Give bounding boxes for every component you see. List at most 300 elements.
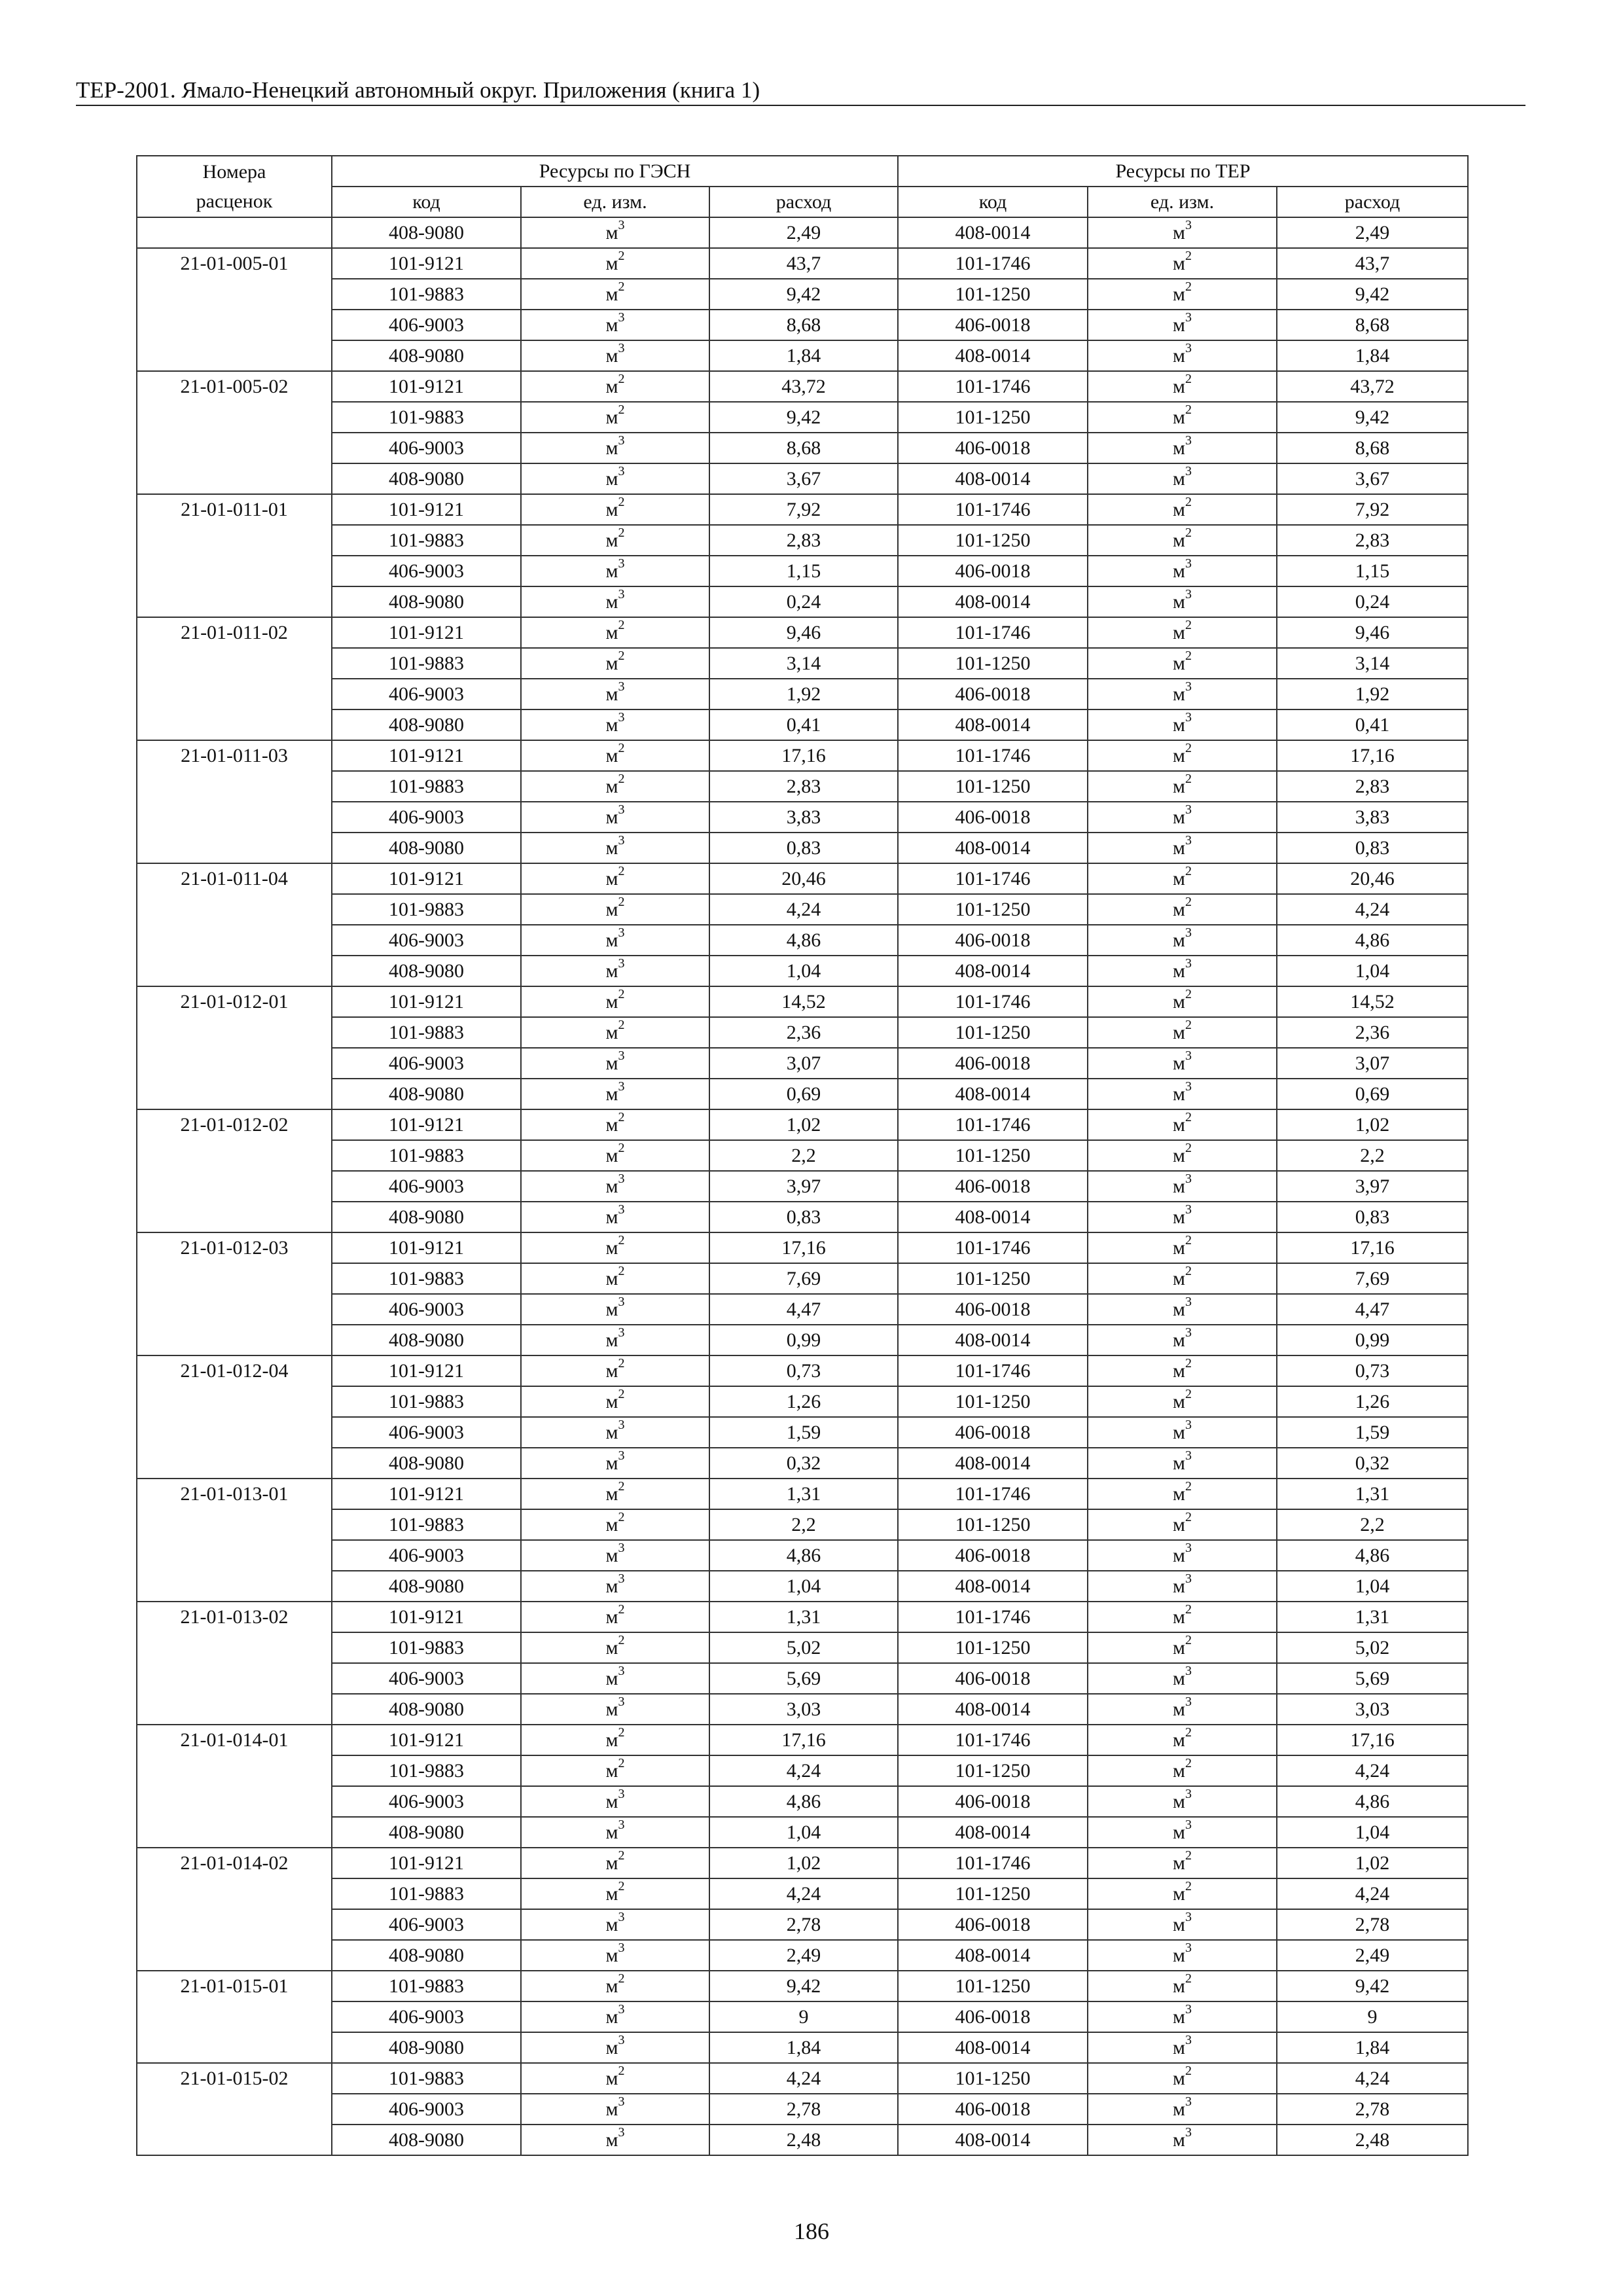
gesn-unit-cell	[521, 709, 709, 740]
ter-code-cell: 101-1250	[898, 771, 1088, 802]
ter-unit-cell	[1088, 1571, 1277, 1602]
unit-exponent: 2	[618, 1602, 625, 1617]
gesn-consumption-cell: 3,14	[709, 648, 898, 679]
gesn-code-cell: 101-9883	[332, 525, 521, 556]
ter-consumption-cell: 4,24	[1277, 1755, 1468, 1786]
gesn-unit-cell	[521, 1571, 709, 1602]
gesn-unit-cell	[521, 1325, 709, 1355]
ter-consumption-cell: 0,73	[1277, 1355, 1468, 1386]
table-row	[137, 1109, 1468, 1140]
unit-exponent: 2	[1185, 1755, 1192, 1770]
ter-code-cell: 101-1746	[898, 371, 1088, 402]
unit-base: м	[1173, 406, 1185, 428]
unit-base: м	[1173, 960, 1185, 982]
gesn-consumption-cell: 4,86	[709, 925, 898, 956]
ter-unit-cell	[1088, 371, 1277, 402]
ter-consumption-cell: 5,69	[1277, 1663, 1468, 1694]
unit-base: м	[605, 1636, 618, 1659]
unit-base: м	[1173, 990, 1185, 1013]
unit-exponent: 3	[618, 1448, 625, 1463]
unit-base: м	[605, 1944, 618, 1966]
unit-base: м	[605, 990, 618, 1013]
unit-exponent: 2	[1185, 1017, 1192, 1032]
ter-code-cell: 406-0018	[898, 1048, 1088, 1079]
table-row	[137, 1909, 1468, 1940]
gesn-consumption-cell: 1,59	[709, 1417, 898, 1448]
unit-exponent: 2	[618, 494, 625, 509]
ter-consumption-cell: 1,31	[1277, 1479, 1468, 1509]
ter-consumption-cell: 4,24	[1277, 1878, 1468, 1909]
gesn-code-cell: 406-9003	[332, 2094, 521, 2125]
gesn-code-cell: 101-9121	[332, 1232, 521, 1263]
ter-code-cell: 406-0018	[898, 2094, 1088, 2125]
ter-consumption-cell: 4,24	[1277, 894, 1468, 925]
ter-code-cell: 408-0014	[898, 1940, 1088, 1971]
ter-unit-cell	[1088, 2063, 1277, 2094]
table-row	[137, 863, 1468, 894]
unit-base: м	[605, 560, 618, 582]
gesn-consumption-cell: 8,68	[709, 433, 898, 463]
unit-exponent: 3	[618, 2032, 625, 2047]
unit-base: м	[1173, 2036, 1185, 2058]
unit-base: м	[1173, 1698, 1185, 1720]
unit-base: м	[1173, 1359, 1185, 1382]
unit-base: м	[1173, 2067, 1185, 2089]
ter-code-cell: 101-1746	[898, 1602, 1088, 1632]
unit-base: м	[1173, 683, 1185, 705]
unit-base: м	[605, 2005, 618, 2028]
unit-exponent: 2	[1185, 617, 1192, 632]
unit-exponent: 3	[618, 310, 625, 325]
table-row	[137, 986, 1468, 1017]
unit-base: м	[605, 683, 618, 705]
unit-base: м	[1173, 1206, 1185, 1228]
ter-unit-cell	[1088, 1202, 1277, 1232]
gesn-consumption-cell: 1,15	[709, 556, 898, 586]
rate-number-cell: 21-01-011-03	[137, 740, 332, 863]
unit-base: м	[1173, 1636, 1185, 1659]
gesn-unit-cell	[521, 1755, 709, 1786]
gesn-unit-cell	[521, 1140, 709, 1171]
gesn-consumption-cell: 43,72	[709, 371, 898, 402]
unit-exponent: 2	[1185, 648, 1192, 663]
table-row	[137, 925, 1468, 956]
gesn-unit-cell	[521, 1017, 709, 1048]
table-row	[137, 833, 1468, 863]
unit-base: м	[1173, 1083, 1185, 1105]
table-row	[137, 1048, 1468, 1079]
gesn-unit-cell	[521, 679, 709, 709]
unit-exponent: 2	[1185, 986, 1192, 1001]
gesn-unit-cell	[521, 525, 709, 556]
gesn-consumption-cell: 1,84	[709, 340, 898, 371]
ter-code-cell: 101-1250	[898, 1386, 1088, 1417]
ter-consumption-cell: 9,46	[1277, 617, 1468, 648]
unit-base: м	[605, 1421, 618, 1443]
table-body	[137, 217, 1468, 2155]
unit-base: м	[1173, 1452, 1185, 1474]
unit-base: м	[1173, 560, 1185, 582]
ter-code-cell: 101-1746	[898, 617, 1088, 648]
gesn-consumption-cell: 1,26	[709, 1386, 898, 1417]
rate-number-cell: 21-01-014-01	[137, 1725, 332, 1848]
gesn-code-cell: 101-9883	[332, 894, 521, 925]
ter-unit-cell	[1088, 1448, 1277, 1479]
gesn-consumption-cell: 9	[709, 2001, 898, 2032]
unit-base: м	[1173, 1729, 1185, 1751]
gesn-code-cell: 408-9080	[332, 340, 521, 371]
gesn-code-cell: 408-9080	[332, 1940, 521, 1971]
gesn-code-cell: 101-9883	[332, 1263, 521, 1294]
unit-base: м	[605, 1329, 618, 1351]
gesn-consumption-cell: 3,07	[709, 1048, 898, 1079]
gesn-code-cell: 406-9003	[332, 2001, 521, 2032]
gesn-consumption-cell: 3,67	[709, 463, 898, 494]
ter-consumption-cell: 7,92	[1277, 494, 1468, 525]
gesn-consumption-cell: 2,83	[709, 525, 898, 556]
unit-base: м	[1173, 375, 1185, 397]
table-row	[137, 1786, 1468, 1817]
ter-unit-cell	[1088, 2125, 1277, 2155]
ter-consumption-cell: 2,83	[1277, 771, 1468, 802]
gesn-code-cell: 406-9003	[332, 1786, 521, 1817]
gesn-unit-cell	[521, 1694, 709, 1725]
gesn-code-cell: 408-9080	[332, 2032, 521, 2063]
unit-exponent: 3	[1185, 1663, 1192, 1678]
unit-base: м	[1173, 498, 1185, 520]
table-row	[137, 648, 1468, 679]
ter-code-cell: 101-1250	[898, 894, 1088, 925]
ter-unit-cell	[1088, 1909, 1277, 1940]
gesn-unit-cell	[521, 310, 709, 340]
table-row	[137, 2094, 1468, 2125]
ter-unit-cell	[1088, 709, 1277, 740]
ter-code-cell: 101-1746	[898, 740, 1088, 771]
unit-base: м	[1173, 1790, 1185, 1812]
ter-code-cell: 408-0014	[898, 1817, 1088, 1848]
ter-consumption-cell: 17,16	[1277, 1725, 1468, 1755]
gesn-consumption-cell: 1,84	[709, 2032, 898, 2063]
table-row	[137, 1540, 1468, 1571]
ter-consumption-cell: 2,49	[1277, 1940, 1468, 1971]
gesn-consumption-cell: 3,03	[709, 1694, 898, 1725]
gesn-unit-cell	[521, 1386, 709, 1417]
unit-exponent: 2	[1185, 1878, 1192, 1893]
ter-code-cell: 406-0018	[898, 925, 1088, 956]
unit-base: м	[1173, 1759, 1185, 1782]
ter-consumption-cell: 1,84	[1277, 340, 1468, 371]
table-row	[137, 402, 1468, 433]
table-row	[137, 1171, 1468, 1202]
unit-exponent: 3	[1185, 956, 1192, 971]
table-row	[137, 802, 1468, 833]
unit-base: м	[1173, 1021, 1185, 1043]
gesn-code-cell: 101-9883	[332, 1140, 521, 1171]
unit-base: м	[605, 283, 618, 305]
unit-base: м	[605, 621, 618, 643]
gesn-code-cell: 101-9883	[332, 402, 521, 433]
unit-exponent: 2	[618, 1725, 625, 1740]
ter-consumption-cell: 0,99	[1277, 1325, 1468, 1355]
table-row	[137, 1232, 1468, 1263]
rate-number-cell: 21-01-011-04	[137, 863, 332, 986]
gesn-code-cell: 408-9080	[332, 1571, 521, 1602]
ter-consumption-cell: 3,03	[1277, 1694, 1468, 1725]
unit-exponent: 3	[1185, 709, 1192, 725]
header-rule	[76, 105, 1525, 106]
ter-code-cell: 101-1746	[898, 986, 1088, 1017]
unit-base: м	[605, 1975, 618, 1997]
ter-unit-cell	[1088, 1940, 1277, 1971]
unit-base: м	[605, 1821, 618, 1843]
gesn-unit-cell	[521, 556, 709, 586]
unit-base: м	[605, 1236, 618, 1259]
ter-unit-cell	[1088, 1017, 1277, 1048]
unit-exponent: 3	[618, 1171, 625, 1186]
unit-base: м	[1173, 1421, 1185, 1443]
unit-exponent: 2	[1185, 371, 1192, 386]
gesn-code-cell: 101-9883	[332, 1971, 521, 2001]
unit-base: м	[1173, 1575, 1185, 1597]
unit-exponent: 3	[1185, 1694, 1192, 1709]
gesn-unit-cell	[521, 740, 709, 771]
unit-base: м	[1173, 1175, 1185, 1197]
gesn-consumption-cell: 1,02	[709, 1848, 898, 1878]
unit-exponent: 3	[1185, 802, 1192, 817]
ter-unit-cell	[1088, 1386, 1277, 1417]
gesn-unit-cell	[521, 1448, 709, 1479]
unit-exponent: 2	[1185, 740, 1192, 755]
unit-base: м	[605, 1390, 618, 1412]
gesn-unit-cell	[521, 1786, 709, 1817]
unit-base: м	[1173, 1852, 1185, 1874]
unit-exponent: 2	[618, 986, 625, 1001]
ter-consumption-cell: 8,68	[1277, 433, 1468, 463]
unit-exponent: 2	[618, 894, 625, 909]
table-row	[137, 1848, 1468, 1878]
gesn-code-cell: 406-9003	[332, 1663, 521, 1694]
ter-unit-cell	[1088, 1663, 1277, 1694]
unit-base: м	[605, 929, 618, 951]
ter-consumption-cell: 1,02	[1277, 1848, 1468, 1878]
table-row	[137, 1417, 1468, 1448]
table-row	[137, 740, 1468, 771]
gesn-code-cell: 101-9121	[332, 986, 521, 1017]
table-row	[137, 771, 1468, 802]
unit-exponent: 2	[618, 1878, 625, 1893]
ter-consumption-cell: 7,69	[1277, 1263, 1468, 1294]
unit-exponent: 3	[618, 1786, 625, 1801]
unit-base: м	[605, 375, 618, 397]
gesn-code-cell: 408-9080	[332, 1817, 521, 1848]
unit-base: м	[1173, 1913, 1185, 1935]
unit-base: м	[605, 1544, 618, 1566]
ter-code-cell: 101-1746	[898, 1848, 1088, 1878]
ter-code-cell: 408-0014	[898, 463, 1088, 494]
ter-consumption-cell: 0,83	[1277, 1202, 1468, 1232]
gesn-unit-cell	[521, 1048, 709, 1079]
ter-consumption-cell: 1,04	[1277, 1571, 1468, 1602]
unit-exponent: 3	[1185, 2125, 1192, 2140]
header-gesn-unit: ед. изм.	[521, 187, 709, 217]
unit-exponent: 2	[1185, 402, 1192, 417]
unit-exponent: 3	[1185, 1909, 1192, 1924]
unit-exponent: 3	[618, 2001, 625, 2017]
unit-exponent: 3	[618, 1909, 625, 1924]
gesn-consumption-cell: 14,52	[709, 986, 898, 1017]
unit-exponent: 3	[618, 2125, 625, 2140]
header-gesn-consumption: расход	[709, 187, 898, 217]
gesn-code-cell: 101-9121	[332, 248, 521, 279]
ter-consumption-cell: 4,86	[1277, 925, 1468, 956]
table-row	[137, 1017, 1468, 1048]
gesn-unit-cell	[521, 863, 709, 894]
unit-base: м	[1173, 467, 1185, 490]
ter-code-cell: 406-0018	[898, 1909, 1088, 1940]
unit-base: м	[605, 1267, 618, 1289]
unit-exponent: 3	[618, 802, 625, 817]
ter-consumption-cell: 1,84	[1277, 2032, 1468, 2063]
unit-exponent: 2	[1185, 1848, 1192, 1863]
gesn-unit-cell	[521, 1509, 709, 1540]
unit-exponent: 3	[1185, 556, 1192, 571]
ter-code-cell: 101-1250	[898, 402, 1088, 433]
header-ter: Ресурсы по ТЕР	[898, 156, 1468, 187]
gesn-code-cell: 101-9883	[332, 279, 521, 310]
gesn-consumption-cell: 5,02	[709, 1632, 898, 1663]
ter-unit-cell	[1088, 1294, 1277, 1325]
gesn-consumption-cell: 0,32	[709, 1448, 898, 1479]
ter-unit-cell	[1088, 1355, 1277, 1386]
table-row	[137, 1725, 1468, 1755]
unit-exponent: 3	[618, 1571, 625, 1586]
gesn-code-cell: 101-9121	[332, 494, 521, 525]
unit-exponent: 3	[618, 586, 625, 601]
gesn-consumption-cell: 4,24	[709, 2063, 898, 2094]
unit-exponent: 2	[1185, 525, 1192, 540]
ter-consumption-cell: 3,67	[1277, 463, 1468, 494]
unit-base: м	[1173, 2098, 1185, 2120]
ter-code-cell: 406-0018	[898, 2001, 1088, 2032]
unit-base: м	[1173, 1944, 1185, 1966]
unit-base: м	[1173, 1513, 1185, 1535]
gesn-consumption-cell: 43,7	[709, 248, 898, 279]
unit-base: м	[605, 221, 618, 243]
table-row	[137, 1602, 1468, 1632]
gesn-consumption-cell: 2,48	[709, 2125, 898, 2155]
unit-exponent: 3	[618, 1540, 625, 1555]
ter-code-cell: 101-1250	[898, 1878, 1088, 1909]
ter-consumption-cell: 3,07	[1277, 1048, 1468, 1079]
gesn-consumption-cell: 1,04	[709, 956, 898, 986]
gesn-consumption-cell: 1,31	[709, 1479, 898, 1509]
unit-exponent: 2	[618, 1755, 625, 1770]
table-row	[137, 1294, 1468, 1325]
unit-exponent: 2	[618, 863, 625, 878]
unit-exponent: 2	[1185, 279, 1192, 294]
ter-unit-cell	[1088, 1971, 1277, 2001]
gesn-unit-cell	[521, 1232, 709, 1263]
unit-base: м	[605, 1482, 618, 1505]
gesn-unit-cell	[521, 1294, 709, 1325]
header-rate-numbers	[137, 156, 332, 217]
unit-exponent: 3	[618, 679, 625, 694]
unit-exponent: 2	[1185, 494, 1192, 509]
gesn-consumption-cell: 17,16	[709, 1725, 898, 1755]
unit-exponent: 3	[1185, 1171, 1192, 1186]
gesn-consumption-cell: 2,78	[709, 2094, 898, 2125]
gesn-consumption-cell: 0,24	[709, 586, 898, 617]
gesn-code-cell: 408-9080	[332, 586, 521, 617]
table-row	[137, 1571, 1468, 1602]
unit-exponent: 2	[618, 1263, 625, 1278]
ter-unit-cell	[1088, 463, 1277, 494]
rate-number-cell: 21-01-012-02	[137, 1109, 332, 1232]
ter-unit-cell	[1088, 802, 1277, 833]
ter-consumption-cell: 1,15	[1277, 556, 1468, 586]
ter-consumption-cell: 2,2	[1277, 1140, 1468, 1171]
rate-number-cell: 21-01-013-01	[137, 1479, 332, 1602]
gesn-code-cell: 101-9883	[332, 771, 521, 802]
ter-consumption-cell: 4,24	[1277, 2063, 1468, 2094]
table-row	[137, 1878, 1468, 1909]
ter-consumption-cell: 4,86	[1277, 1540, 1468, 1571]
table-row	[137, 1817, 1468, 1848]
unit-exponent: 3	[1185, 1325, 1192, 1340]
unit-base: м	[605, 437, 618, 459]
ter-unit-cell	[1088, 1232, 1277, 1263]
unit-exponent: 3	[1185, 1540, 1192, 1555]
ter-consumption-cell: 0,24	[1277, 586, 1468, 617]
ter-consumption-cell: 1,59	[1277, 1417, 1468, 1448]
ter-code-cell: 101-1250	[898, 525, 1088, 556]
unit-exponent: 2	[618, 771, 625, 786]
ter-unit-cell	[1088, 2094, 1277, 2125]
unit-base: м	[605, 1298, 618, 1320]
gesn-unit-cell	[521, 1632, 709, 1663]
unit-exponent: 3	[1185, 1571, 1192, 1586]
ter-unit-cell	[1088, 340, 1277, 371]
gesn-unit-cell	[521, 894, 709, 925]
ter-unit-cell	[1088, 1694, 1277, 1725]
gesn-code-cell: 101-9883	[332, 648, 521, 679]
ter-code-cell: 101-1250	[898, 2063, 1088, 2094]
gesn-consumption-cell: 0,83	[709, 833, 898, 863]
unit-base: м	[605, 836, 618, 859]
unit-exponent: 2	[1185, 771, 1192, 786]
unit-exponent: 2	[618, 402, 625, 417]
gesn-consumption-cell: 3,97	[709, 1171, 898, 1202]
ter-consumption-cell: 0,32	[1277, 1448, 1468, 1479]
unit-exponent: 2	[618, 1479, 625, 1494]
unit-base: м	[605, 1667, 618, 1689]
ter-code-cell: 406-0018	[898, 433, 1088, 463]
gesn-consumption-cell: 4,24	[709, 1755, 898, 1786]
table-row	[137, 1663, 1468, 1694]
gesn-unit-cell	[521, 2001, 709, 2032]
gesn-consumption-cell: 9,42	[709, 1971, 898, 2001]
ter-code-cell: 406-0018	[898, 802, 1088, 833]
ter-consumption-cell: 8,68	[1277, 310, 1468, 340]
ter-consumption-cell: 2,36	[1277, 1017, 1468, 1048]
ter-consumption-cell: 3,14	[1277, 648, 1468, 679]
ter-code-cell: 406-0018	[898, 1540, 1088, 1571]
gesn-unit-cell	[521, 1848, 709, 1878]
ter-code-cell: 408-0014	[898, 709, 1088, 740]
gesn-unit-cell	[521, 648, 709, 679]
gesn-unit-cell	[521, 1540, 709, 1571]
unit-exponent: 3	[1185, 1079, 1192, 1094]
